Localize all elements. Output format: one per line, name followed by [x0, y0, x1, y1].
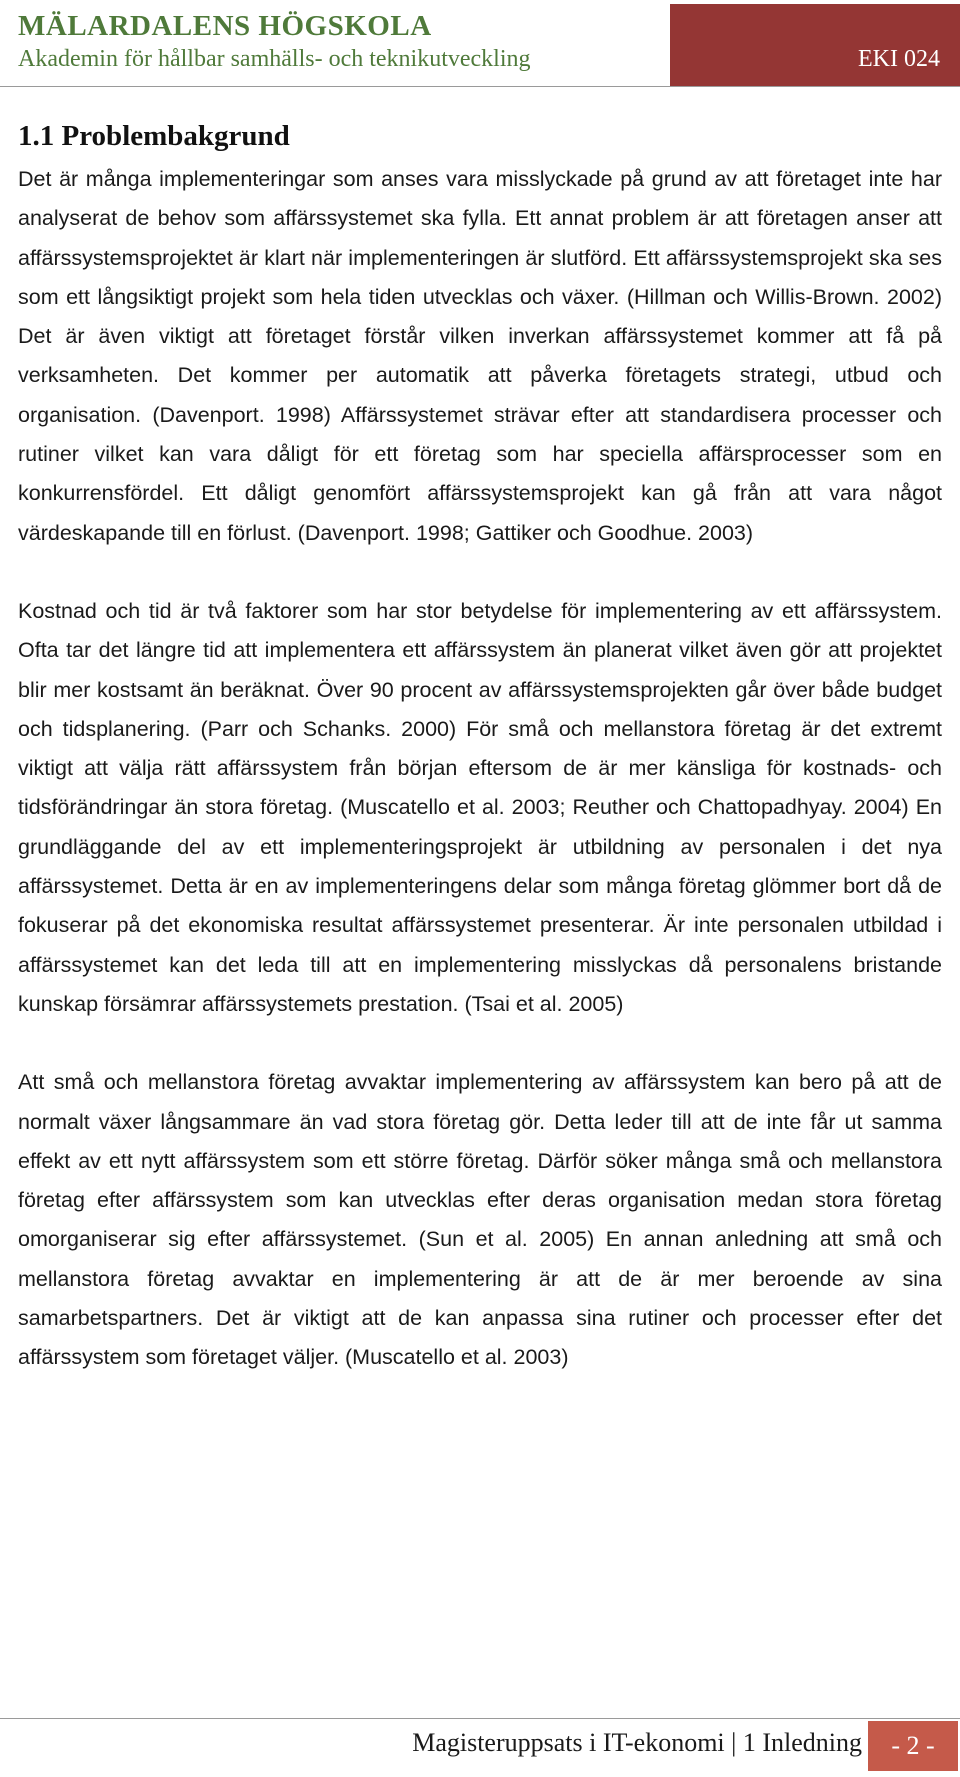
paragraph-spacer — [18, 553, 942, 592]
document-body — [18, 112, 942, 1378]
page-header — [0, 0, 960, 86]
header-divider — [0, 86, 960, 87]
university-name: MÄLARDALENS HÖGSKOLA — [18, 10, 432, 42]
header-color-band — [670, 4, 960, 86]
section-heading: 1.1 Problembakgrund — [18, 120, 290, 152]
header-branding — [18, 8, 531, 74]
footer-divider — [0, 1718, 960, 1719]
paragraph: Kostnad och tid är två faktorer som har stor betydelse för implementering av ett affärssystem. Ofta tar det längre tid att implementera ett affärssystem än planerat vilket även gör att projektet blir mer kostsamt än beräknat. Över 90 procent av affärssystemsprojekten går över både budget och tidsplanering. (Parr och Schanks. 2000) För små och mellanstora företag är det extremt viktigt att välja rätt affärssystem från början eftersom de är mer känsliga för kostnads- och tidsförändringar än stora företag. (Muscatello et al. 2003; Reuther och Chattopadhyay. 2004) En grundläggande del av ett implementeringsprojekt är utbildning av personalen i det nya affärssystemet. Detta är en av implementeringens delar som många företag glömmer bort då de fokuserar på det ekonomiska resultat affärssystemet presenterar. Är inte personalen utbildad i affärssystemet kan det leda till att en implementering misslyckas då personalens bristande kunskap försämrar affärssystemets prestation. (Tsai et al. 2005) — [18, 598, 942, 1016]
academy-name: Akademin för hållbar samhälls- och teknikutveckling — [18, 46, 531, 72]
course-code: EKI 024 — [858, 46, 940, 72]
paragraph: Att små och mellanstora företag avvaktar implementering av affärssystem kan bero på att de normalt växer långsammare än vad stora företag gör. Detta leder till att de inte får ut samma effekt av ett nytt affärssystem som ett större företag. Därför söker många små och mellanstora företag efter affärssystem som kan utvecklas efter deras organisation medan stora företag omorganiserar sig efter affärssystemet. (Sun et al. 2005) En annan anledning att små och mellanstora företag avvaktar en implementering är att de är mer beroende av sina samarbetspartners. Det är viktigt att de kan anpassa sina rutiner och processer efter det affärssystem som företaget väljer. (Muscatello et al. 2003) — [18, 1070, 942, 1370]
paragraph-spacer — [18, 1024, 942, 1063]
footer-running-title: Magisteruppsats i IT-ekonomi | 1 Inledning — [412, 1728, 862, 1757]
paragraph: Det är många implementeringar som anses vara misslyckade på grund av att företaget inte har analyserat de behov som affärssystemet ska fylla. Ett annat problem är att företagen anser att affärssystemsprojektet är klart när implementeringen är slutförd. Ett affärssystemsprojekt ska ses som ett långsiktigt projekt som hela tiden utvecklas och växer. (Hillman och Willis-Brown. 2002) Det är även viktigt att företaget förstår vilken inverkan affärssystemet kommer att få på verksamheten. Det kommer per automatik att påverka företagets strategi, utbud och organisation. (Davenport. 1998) Affärssystemet strävar efter att standardisera processer och rutiner vilket kan vara dåligt för ett företag som har speciella affärsprocesser som en konkurrensfördel. Ett dåligt genomfört affärssystemsprojekt kan gå från att vara något värdeskapande till en förlust. (Davenport. 1998; Gattiker och Goodhue. 2003) — [18, 167, 942, 545]
page-number-badge: - 2 - — [868, 1721, 958, 1771]
